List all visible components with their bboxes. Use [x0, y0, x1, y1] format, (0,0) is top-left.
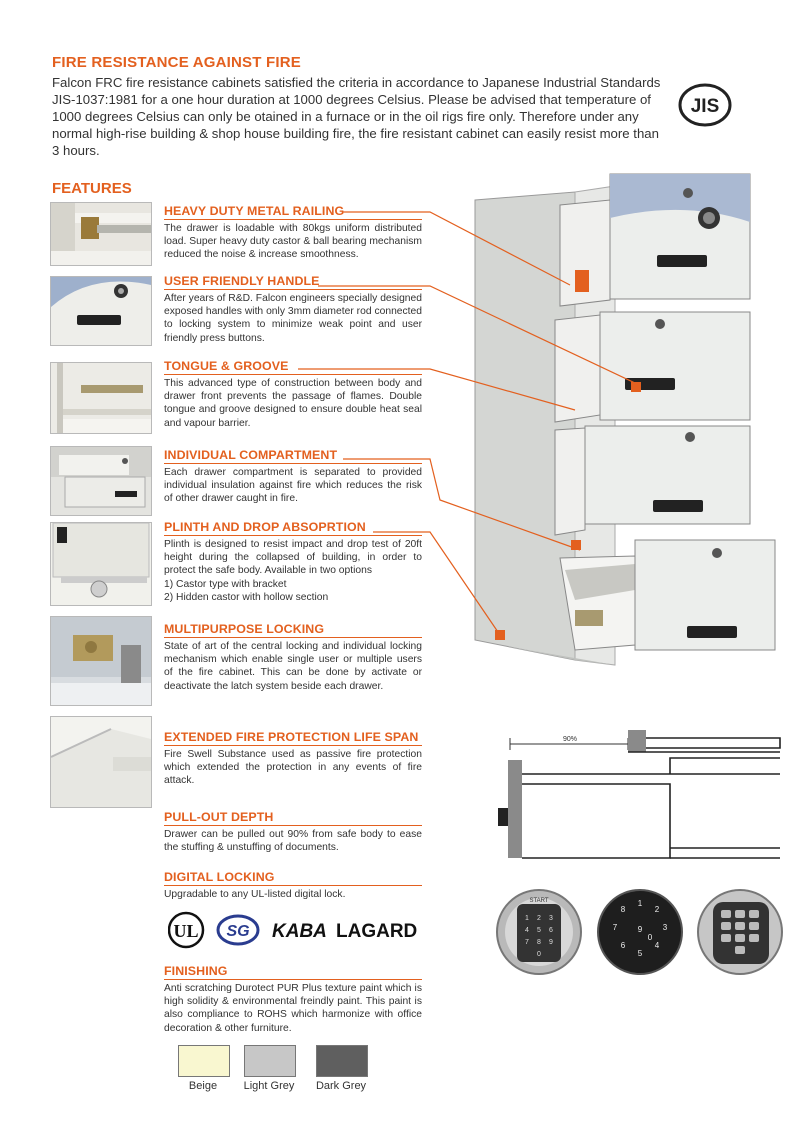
key: 5: [537, 927, 541, 934]
diagram-percent-label: 90%: [562, 736, 578, 743]
svg-text:9: 9: [637, 925, 643, 934]
feature-body: After years of R&D. Falcon engineers specially designed exposed handles with only 3mm diameter rod connected to locking system to minimize weak point and user friendly press buttons.: [164, 293, 422, 344]
feature-body: Fire Swell Substance used as passive fire protection which extended the protection in any events of fire attack.: [164, 749, 422, 787]
tongue-groove-photo: [50, 362, 152, 434]
feature-title: TONGUE & GROOVE: [164, 359, 422, 375]
handle-photo: [50, 276, 152, 346]
feature-finishing: [164, 962, 422, 1035]
feature-body: Upgradable to any UL-listed digital lock.: [164, 889, 346, 900]
feature-pull-out-depth: [164, 808, 422, 854]
lock-start-label: START: [529, 898, 549, 904]
page-title: FIRE RESISTANCE AGAINST FIRE: [52, 54, 301, 71]
feature-handle: [164, 272, 422, 345]
lagard-logo: LAGARD: [336, 921, 418, 942]
swatch-label: Light Grey: [243, 1080, 295, 1092]
feature-title: PLINTH AND DROP ABSOPRTION: [164, 520, 422, 536]
svg-text:2: 2: [654, 905, 660, 914]
certification-logos: [168, 908, 428, 952]
jis-logo: [677, 82, 733, 128]
fire-protection-photo: [50, 716, 152, 808]
feature-title: EXTENDED FIRE PROTECTION LIFE SPAN: [164, 730, 422, 746]
feature-digital-locking: [164, 868, 422, 901]
key: 7: [525, 939, 529, 946]
compartment-photo: [50, 446, 152, 516]
svg-text:4: 4: [654, 941, 660, 950]
feature-body: Anti scratching Durotect PUR Plus texture paint which is high solidity & environmental freindly paint. This paint is also compliance to ROHS which harmonize with office decoration & other furniture.: [164, 983, 422, 1034]
swatch-label: Dark Grey: [315, 1080, 367, 1092]
lock-keypad-2: [598, 890, 682, 974]
pull-out-diagram: [490, 728, 790, 868]
feature-fire-life-span: [164, 728, 422, 788]
key: 9: [549, 939, 553, 946]
feature-title: PULL-OUT DEPTH: [164, 810, 422, 826]
svg-text:7: 7: [612, 923, 618, 932]
cabinet-illustration: [425, 160, 785, 700]
swatch-label: Beige: [188, 1080, 218, 1092]
railing-photo: [50, 202, 152, 266]
feature-body: Drawer can be pulled out 90% from safe body to ease the stuffing & unstuffing of documents.: [164, 829, 422, 854]
feature-title: MULTIPURPOSE LOCKING: [164, 622, 422, 638]
swatch-light-grey: [244, 1045, 296, 1077]
key: 1: [525, 915, 529, 922]
plinth-photo: [50, 522, 152, 606]
feature-title: HEAVY DUTY METAL RAILING: [164, 204, 422, 220]
feature-locking: [164, 620, 422, 693]
locking-photo: [50, 616, 152, 706]
svg-text:5: 5: [637, 949, 643, 958]
feature-title: FINISHING: [164, 964, 422, 980]
kaba-logo: KABA: [272, 921, 327, 942]
sg-logo: [218, 916, 258, 944]
intro-paragraph: Falcon FRC fire resistance cabinets satisfied the criteria in accordance to Japanese Industrial Standards JIS-1037:1981 for a one hour duration at 1000 degrees Celsius. Please be advised that temperature of 1000 degrees Celsius can only be otained in a furnace or in the oil rigs fire only. Therefore under any normal high-rise building & shop house building fire, the fire resistant cabinet can easily resist more than 3 hours.: [52, 75, 661, 158]
plinth-option: 2) Hidden castor with hollow section: [164, 591, 329, 603]
key: 8: [537, 939, 541, 946]
key: 3: [549, 915, 553, 922]
feature-body: This advanced type of construction between body and drawer front prevents the passage of flames. Double tongue and groove designed to ensure double heat seal and vapour barrier.: [164, 378, 422, 429]
plinth-body-text: Plinth is designed to resist impact and drop test of 20ft height during the collapsed of building, in order to protect the safe body. Available in two options: [164, 539, 422, 577]
feature-compartment: [164, 446, 422, 506]
swatch-beige: [178, 1045, 230, 1077]
jis-logo-text: JIS: [690, 96, 720, 117]
svg-text:8: 8: [620, 905, 626, 914]
feature-railing: [164, 202, 422, 262]
feature-body: State of art of the central locking and individual locking mechanism which enable single user or multiple users of the fire cabinet. This can be done by activate or deactivate the latch system beside each drawer.: [164, 641, 422, 692]
plinth-option: 1) Castor type with bracket: [164, 578, 287, 590]
feature-body: Each drawer compartment is separated to provided individual insulation against fire which reduces the risk of other drawer caught in fire.: [164, 467, 422, 505]
swatch-dark-grey: [316, 1045, 368, 1077]
key: 0: [537, 951, 541, 958]
feature-title: USER FRIENDLY HANDLE: [164, 274, 422, 290]
svg-text:6: 6: [620, 941, 626, 950]
key: 6: [549, 927, 553, 934]
feature-body: [164, 538, 422, 604]
lock-keypad-1: [497, 890, 581, 974]
features-heading: FEATURES: [52, 180, 132, 197]
key: 2: [537, 915, 541, 922]
feature-title: INDIVIDUAL COMPARTMENT: [164, 448, 422, 464]
feature-title: DIGITAL LOCKING: [164, 870, 422, 886]
lock-keypad-3: [698, 890, 782, 974]
key: 4: [525, 927, 529, 934]
ul-logo: [169, 913, 203, 947]
feature-tongue-groove: [164, 357, 422, 430]
ul-logo-text: UL: [173, 921, 199, 941]
svg-text:3: 3: [662, 923, 668, 932]
svg-text:1: 1: [637, 899, 643, 908]
feature-body: The drawer is loadable with 80kgs uniform distributed load. Super heavy duty castor & ball bearing mechanism reduced the noise & increase smoothness.: [164, 223, 422, 261]
svg-text:0: 0: [647, 933, 653, 942]
feature-plinth: [164, 518, 422, 604]
sg-logo-text: SG: [226, 923, 250, 940]
digital-locks: [495, 880, 785, 990]
